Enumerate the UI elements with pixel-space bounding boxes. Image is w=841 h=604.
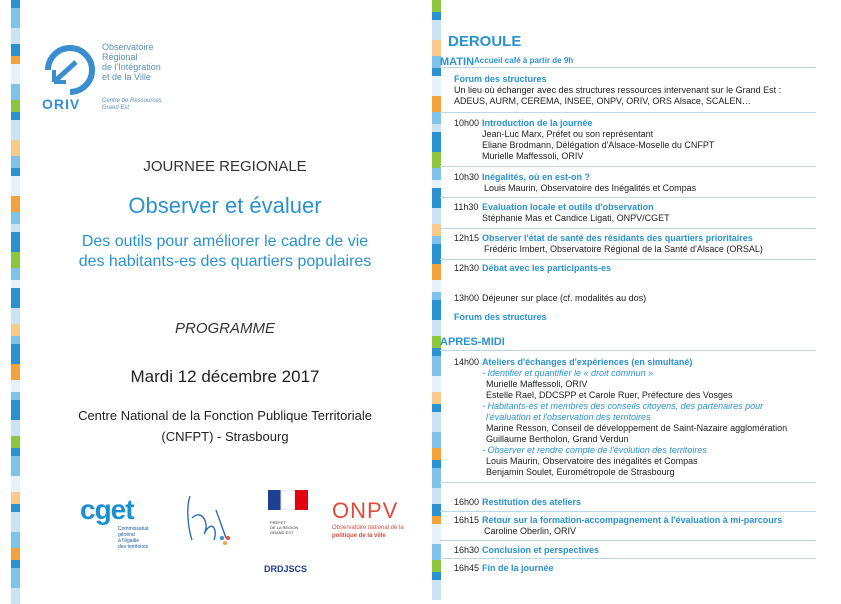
separator bbox=[440, 511, 816, 512]
stripe-segment bbox=[432, 572, 441, 580]
stripe-segment bbox=[432, 448, 441, 460]
session-title: Observer l'état de santé des résidants des quartiers prioritaires bbox=[482, 233, 753, 243]
stripe-segment bbox=[432, 320, 441, 336]
stripe-segment bbox=[432, 224, 441, 236]
forum-text: Un lieu où échanger avec des structures ressources intervenant sur le Grand Est : bbox=[454, 85, 782, 95]
stripe-segment bbox=[11, 364, 20, 380]
speaker: Estelle Rael, DDCSPP et Carole Ruer, Préfecture des Vosges bbox=[486, 390, 733, 400]
stripe-segment bbox=[11, 44, 20, 56]
drdjscs-label: DRDJSCS bbox=[264, 564, 308, 574]
stripe-segment bbox=[11, 512, 20, 532]
speaker: Caroline Oberlin, ORIV bbox=[484, 526, 577, 536]
session-title: Restitution des ateliers bbox=[482, 497, 582, 507]
stripe-segment bbox=[432, 356, 441, 376]
speaker: Eliane Brodmann, Délégation d'Alsace-Moselle du CNFPT bbox=[482, 140, 715, 150]
session-time: 13h00 bbox=[454, 293, 480, 303]
lunch-text: Déjeuner sur place (cf. modalités au dos) bbox=[482, 293, 647, 303]
period-morning: MATIN bbox=[440, 56, 475, 68]
stripe-segment bbox=[11, 168, 20, 176]
cget-wordmark: cget bbox=[80, 494, 134, 525]
oriv-sub-line: Grand Est bbox=[102, 105, 130, 111]
stripe-segment bbox=[11, 588, 20, 604]
stripe-segment bbox=[432, 40, 441, 56]
oriv-name-line: Observatoire bbox=[102, 42, 154, 52]
workshop-title: l'évaluation et l'observation des territoires bbox=[486, 412, 651, 422]
separator bbox=[440, 558, 816, 559]
session-title: Conclusion et perspectives bbox=[482, 545, 600, 555]
stripe-segment bbox=[432, 180, 441, 188]
oriv-logo bbox=[40, 40, 240, 120]
stripe-segment bbox=[11, 532, 20, 548]
stripe-segment bbox=[11, 196, 20, 212]
stripe-segment bbox=[11, 28, 20, 44]
stripe-segment bbox=[432, 68, 441, 76]
stripe-segment bbox=[11, 156, 20, 168]
session-time: 16h15 bbox=[454, 515, 480, 525]
cget-line: Commissariat bbox=[118, 526, 149, 532]
stripe-segment bbox=[11, 56, 20, 64]
cget-line: à l'égalité bbox=[118, 538, 139, 544]
oriv-sub-line: Centre de Ressources bbox=[102, 98, 162, 104]
oriv-name-line: Régional bbox=[102, 52, 138, 62]
oriv-swirl-icon bbox=[40, 40, 98, 98]
cget-line: des territoires bbox=[118, 544, 149, 550]
stripe-segment bbox=[11, 420, 20, 436]
stripe-segment bbox=[11, 392, 20, 400]
cget-line: général bbox=[118, 532, 135, 538]
stripe-segment bbox=[432, 188, 441, 208]
separator bbox=[440, 259, 816, 260]
stripe-segment bbox=[432, 132, 441, 152]
stripe-segment bbox=[432, 560, 441, 572]
stripe-segment bbox=[11, 288, 20, 308]
stripe-segment bbox=[432, 376, 441, 392]
session-title: Inégalités, où en est-on ? bbox=[482, 172, 591, 182]
onpv-line: politique de la ville bbox=[332, 533, 386, 539]
stripe-segment bbox=[11, 252, 20, 268]
session-time: 10h00 bbox=[454, 118, 480, 128]
event-subtitle bbox=[40, 232, 410, 272]
welcome-coffee: Accueil café à partir de 9h bbox=[474, 56, 574, 65]
stripe-segment bbox=[432, 76, 441, 96]
cget-logo bbox=[80, 496, 160, 550]
onpv-wordmark: ONPV bbox=[332, 498, 399, 523]
stripe-segment bbox=[432, 168, 441, 180]
stripe-segment bbox=[432, 468, 441, 488]
speaker: Jean-Luc Marx, Préfet ou son représentant bbox=[482, 129, 654, 139]
session-time: 10h30 bbox=[454, 172, 480, 182]
programme-title: DEROULE bbox=[448, 33, 522, 50]
stripe-segment bbox=[432, 488, 441, 504]
oriv-subtitle bbox=[102, 98, 162, 112]
location-line: (CNFPT) - Strasbourg bbox=[161, 429, 289, 444]
speaker: Marine Resson, Conseil de développement de Saint-Nazaire agglomération bbox=[486, 423, 788, 433]
cnfpt-logo bbox=[182, 488, 237, 548]
programme-panel bbox=[440, 0, 838, 595]
event-location bbox=[40, 405, 410, 447]
forum-title: Forum des structures bbox=[454, 74, 547, 84]
prefet-line: DE LA RÉGION bbox=[270, 525, 299, 530]
workshop-title: - Identifier et quantifier le « droit commun » bbox=[482, 368, 654, 378]
stripe-segment bbox=[11, 212, 20, 224]
stripe-segment bbox=[11, 176, 20, 196]
stripe-segment bbox=[11, 84, 20, 100]
stripe-segment bbox=[432, 504, 441, 516]
stripe-segment bbox=[432, 112, 441, 124]
onpv-line: Observatoire national de la bbox=[332, 525, 404, 531]
session-time: 16h30 bbox=[454, 545, 480, 555]
prefet-logo bbox=[260, 490, 320, 576]
session-time: 14h00 bbox=[454, 357, 480, 367]
stripe-segment bbox=[432, 580, 441, 600]
stripe-segment bbox=[432, 0, 441, 12]
stripe-segment bbox=[432, 20, 441, 40]
prefet-line: PRÉFET bbox=[270, 520, 286, 525]
stripe-segment bbox=[11, 476, 20, 492]
stripe-segment bbox=[432, 208, 441, 224]
speaker: Louis Maurin, Observatoire des Inégalités et Compas bbox=[484, 183, 697, 193]
stripe-segment bbox=[432, 412, 441, 432]
separator bbox=[440, 540, 816, 541]
session-time: 12h15 bbox=[454, 233, 480, 243]
oriv-name-line: et de la Ville bbox=[102, 72, 151, 82]
forum-title: Forum des structures bbox=[454, 312, 547, 322]
stripe-segment bbox=[432, 300, 441, 320]
workshop-title: - Observer et rendre compte de l'évolution des territoires bbox=[482, 445, 707, 455]
stripe-segment bbox=[432, 516, 441, 524]
stripe-segment bbox=[11, 492, 20, 504]
partner-logos bbox=[40, 488, 410, 578]
session-time: 12h30 bbox=[454, 263, 480, 273]
event-title: Observer et évaluer bbox=[128, 193, 322, 218]
stripe-segment bbox=[11, 344, 20, 364]
stripe-segment bbox=[11, 120, 20, 140]
stripe-segment bbox=[11, 140, 20, 156]
subtitle-line: Des outils pour améliorer le cadre de vie bbox=[81, 233, 369, 250]
oriv-name bbox=[102, 42, 161, 82]
stripe-segment bbox=[11, 336, 20, 344]
session-title: Débat avec les participants-es bbox=[482, 263, 612, 273]
stripe-segment bbox=[11, 456, 20, 476]
stripe-segment bbox=[11, 268, 20, 280]
stripe-segment bbox=[432, 392, 441, 404]
forum-text: ADEUS, AURM, CEREMA, INSEE, ONPV, ORIV, ORS Alsace, SCALEN… bbox=[454, 96, 751, 106]
stripe-segment bbox=[11, 8, 20, 28]
stripe-segment bbox=[432, 96, 441, 112]
session-time: 16h45 bbox=[454, 563, 480, 573]
stripe-segment bbox=[11, 0, 20, 8]
session-title: Retour sur la formation-accompagnement à l'évaluation à mi-parcours bbox=[482, 515, 783, 525]
period-afternoon: APRES-MIDI bbox=[440, 336, 505, 348]
stripe-segment bbox=[432, 524, 441, 544]
stripe-segment bbox=[11, 448, 20, 456]
subtitle-line: des habitants-es des quartiers populaires bbox=[78, 253, 372, 270]
speaker: Guillaume Bertholon, Grand Verdun bbox=[486, 434, 629, 444]
separator bbox=[440, 350, 816, 351]
session-title: Introduction de la journée bbox=[482, 118, 593, 128]
decorative-stripe-left bbox=[11, 0, 20, 595]
separator bbox=[440, 228, 816, 229]
location-line: Centre National de la Fonction Publique Territoriale bbox=[78, 408, 372, 423]
event-date: Mardi 12 décembre 2017 bbox=[130, 367, 320, 386]
stripe-segment bbox=[432, 12, 441, 20]
speaker: Murielle Maffessoli, ORIV bbox=[486, 379, 588, 389]
stripe-segment bbox=[432, 460, 441, 468]
french-flag-icon bbox=[268, 490, 308, 510]
stripe-segment bbox=[11, 436, 20, 448]
stripe-segment bbox=[11, 400, 20, 420]
session-time: 11h30 bbox=[454, 202, 479, 212]
cnfpt-signature-icon bbox=[182, 488, 237, 548]
session-title: Ateliers d'échanges d'expériences (en simultané) bbox=[482, 357, 693, 367]
separator bbox=[440, 112, 816, 113]
speaker: Murielle Maffessoli, ORIV bbox=[482, 151, 584, 161]
stripe-segment bbox=[11, 280, 20, 288]
onpv-logo bbox=[332, 500, 410, 540]
oriv-acronym: ORIV bbox=[42, 96, 81, 112]
session-title: Fin de la journée bbox=[482, 563, 554, 573]
prefet-line: GRAND EST bbox=[270, 530, 294, 535]
separator bbox=[440, 197, 816, 198]
programme-heading: PROGRAMME bbox=[174, 320, 275, 337]
stripe-segment bbox=[11, 380, 20, 392]
stripe-segment bbox=[432, 244, 441, 264]
separator bbox=[440, 482, 816, 483]
stripe-segment bbox=[11, 232, 20, 252]
separator bbox=[440, 67, 816, 68]
stripe-segment bbox=[11, 504, 20, 512]
speaker: Louis Maurin, Observatoire des inégalités et Compas bbox=[486, 456, 698, 466]
stripe-segment bbox=[11, 560, 20, 568]
stripe-segment bbox=[11, 224, 20, 232]
stripe-segment bbox=[432, 264, 441, 280]
stripe-segment bbox=[432, 404, 441, 412]
stripe-segment bbox=[11, 100, 20, 112]
stripe-segment bbox=[432, 292, 441, 300]
workshop-title: - Habitants-es et membres des conseils citoyens, des partenaires pour bbox=[482, 401, 764, 411]
stripe-segment bbox=[11, 568, 20, 588]
stripe-segment bbox=[432, 124, 441, 132]
stripe-segment bbox=[11, 308, 20, 324]
stripe-segment bbox=[432, 280, 441, 292]
stripe-segment bbox=[11, 548, 20, 560]
oriv-name-line: de l'Intégration bbox=[102, 62, 161, 72]
stripe-segment bbox=[432, 236, 441, 244]
decorative-stripe-middle bbox=[432, 0, 441, 595]
stripe-segment bbox=[11, 324, 20, 336]
speaker: Stéphanie Mas et Candice Ligati, ONPV/CGET bbox=[482, 213, 670, 223]
event-type: JOURNEE REGIONALE bbox=[143, 158, 307, 175]
speaker: Benjamin Soulet, Eurométropole de Strasbourg bbox=[486, 467, 675, 477]
session-time: 16h00 bbox=[454, 497, 480, 507]
session-title: Evaluation locale et outils d'observation bbox=[482, 202, 654, 212]
speaker: Frédéric Imbert, Observatoire Régional de la Santé d'Alsace (ORSAL) bbox=[484, 244, 763, 254]
stripe-segment bbox=[11, 64, 20, 84]
stripe-segment bbox=[11, 112, 20, 120]
separator bbox=[440, 166, 816, 167]
stripe-segment bbox=[432, 432, 441, 448]
